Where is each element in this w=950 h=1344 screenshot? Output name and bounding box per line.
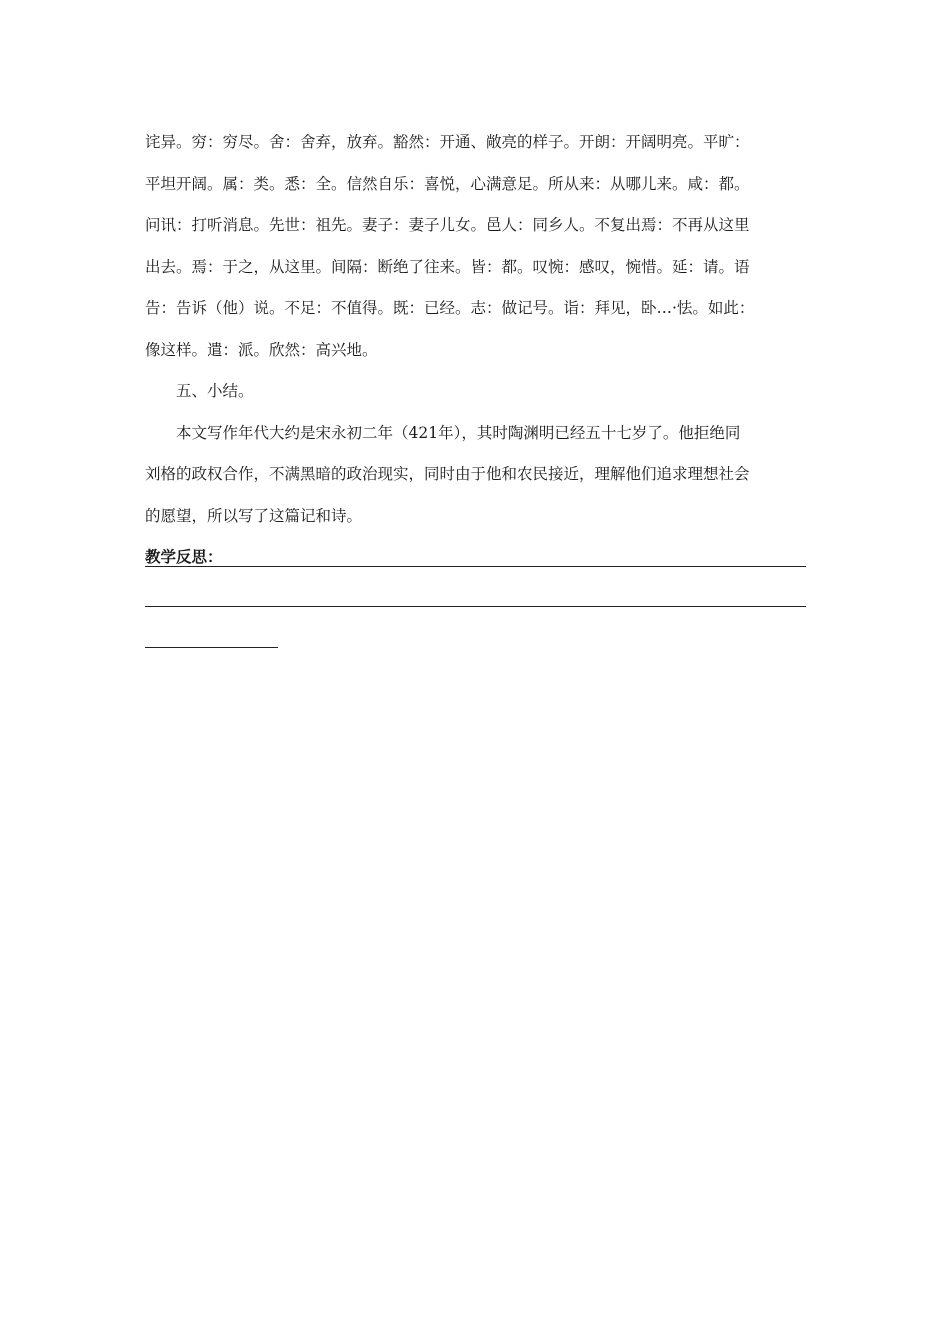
summary-line-3: 的愿望，所以写了这篇记和诗。 (145, 506, 363, 525)
reflection-blank-line-1 (145, 566, 806, 567)
reflection-blank-line-2 (145, 606, 806, 607)
notes-line-4: 出去。焉：于之，从这里。间隔：断绝了往来。皆：都。叹惋：感叹，惋惜。延：请。语 (145, 257, 750, 276)
notes-line-5: 告：告诉（他）说。不足：不值得。既：已经。志：做记号。诣：拜见，卧…·怯。如此： (145, 299, 755, 317)
reflection-blank-line-3 (145, 647, 278, 648)
summary-heading: 五、小结。 (176, 382, 254, 400)
notes-line-6: 像这样。遣：派。欣然：高兴地。 (145, 340, 378, 359)
summary-line-1: 本文写作年代大约是宋永初二年（421年），其时陶渊明已经五十七岁了。他拒绝同 (176, 423, 741, 442)
summary-line-2: 刘格的政权合作，不满黑暗的政治现实，同时由于他和农民接近，理解他们追求理想社会 (145, 465, 750, 483)
notes-line-1: 诧异。穷：穷尽。舍：舍弃，放弃。豁然：开通、敞亮的样子。开朗：开阔明亮。平旷： (145, 133, 750, 151)
notes-line-3: 问讯：打听消息。先世：祖先。妻子：妻子儿女。邑人：同乡人。不复出焉：不再从这里 (145, 216, 750, 234)
document-body (145, 122, 825, 577)
notes-line-2: 平坦开阔。属：类。悉：全。信然自乐：喜悦，心满意足。所从来：从哪儿来。咸：都。 (145, 174, 750, 193)
reflection-heading: 教学反思： (145, 548, 223, 566)
